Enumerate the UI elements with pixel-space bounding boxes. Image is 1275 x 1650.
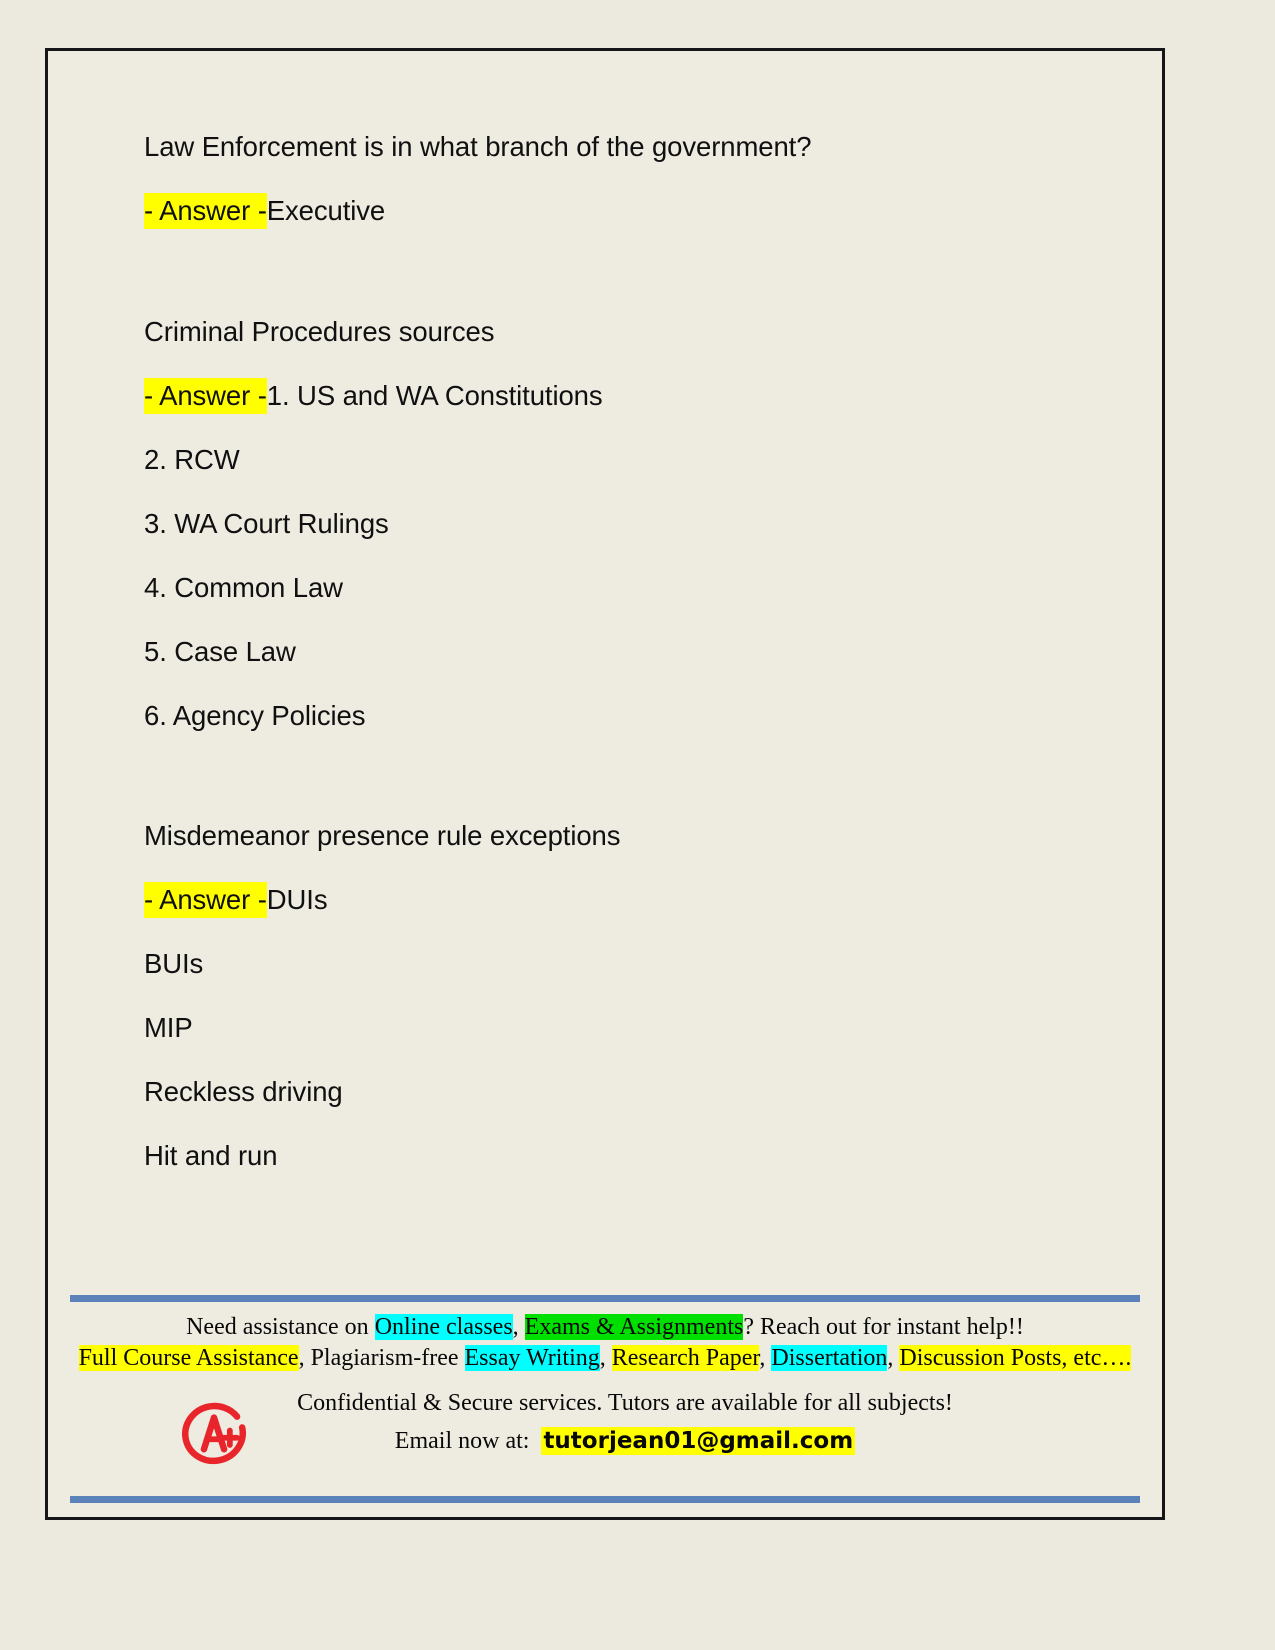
footer-contact-block xyxy=(70,1388,1140,1480)
exams-assignments-highlight: Exams & Assignments xyxy=(524,1314,744,1341)
promo-sep-3: , xyxy=(599,1344,612,1371)
list-item-6: 6. Agency Policies xyxy=(144,699,366,731)
list-item-buis: BUIs xyxy=(144,948,204,979)
answer-2 xyxy=(144,379,1084,411)
answer-marker: - Answer - xyxy=(144,193,267,229)
promo-sep-1: , xyxy=(512,1314,525,1341)
research-paper-highlight: Research Paper xyxy=(611,1344,760,1371)
question-2: Criminal Procedures sources xyxy=(144,315,495,347)
full-course-highlight: Full Course Assistance xyxy=(78,1344,299,1371)
email-line xyxy=(110,1425,1140,1457)
plagiarism-free-text: Plagiarism-free xyxy=(310,1344,465,1371)
promo-sep-5: , xyxy=(887,1344,900,1371)
divider-bottom xyxy=(70,1496,1140,1503)
promo-line-2 xyxy=(70,1344,1140,1372)
promo-sep-2: , xyxy=(298,1344,311,1371)
list-item-5: 5. Case Law xyxy=(144,635,296,667)
document-body xyxy=(144,133,1084,1206)
list-item-2: 2. RCW xyxy=(144,443,240,475)
promo-sep-4: , xyxy=(759,1344,772,1371)
question-1: Law Enforcement is in what branch of the government? xyxy=(144,131,812,162)
confidential-note: Confidential & Secure services. Tutors are available for all subjects! xyxy=(297,1390,953,1416)
document-page xyxy=(45,48,1165,1520)
footer-content xyxy=(70,1302,1140,1486)
dissertation-highlight: Dissertation xyxy=(771,1344,888,1371)
promo-line-1 xyxy=(70,1313,1140,1341)
divider-top xyxy=(70,1295,1140,1302)
question-3: Misdemeanor presence rule exceptions xyxy=(144,820,621,851)
email-label: Email now at: xyxy=(394,1428,530,1455)
list-item-mip: MIP xyxy=(144,1012,193,1043)
answer-marker: - Answer - xyxy=(144,378,267,414)
answer-3-text: DUIs xyxy=(266,884,328,915)
list-item-reckless-driving: Reckless driving xyxy=(144,1076,343,1107)
list-item-4: 4. Common Law xyxy=(144,571,343,603)
answer-1 xyxy=(144,197,1084,225)
discussion-posts-highlight: Discussion Posts, etc…. xyxy=(899,1344,1132,1371)
promo-text-2: ? Reach out for instant help!! xyxy=(743,1314,1024,1341)
essay-writing-highlight: Essay Writing xyxy=(464,1344,600,1371)
answer-marker: - Answer - xyxy=(144,882,267,918)
answer-2-text: 1. US and WA Constitutions xyxy=(266,379,603,411)
list-item-3: 3. WA Court Rulings xyxy=(144,507,389,539)
a-plus-logo-icon xyxy=(178,1396,250,1468)
online-classes-highlight: Online classes xyxy=(374,1314,513,1341)
answer-1-text: Executive xyxy=(266,195,386,226)
promo-text-1: Need assistance on xyxy=(186,1314,375,1341)
list-item-hit-and-run: Hit and run xyxy=(144,1140,278,1171)
promo-footer xyxy=(70,1295,1140,1503)
answer-3 xyxy=(144,886,1084,914)
email-address[interactable]: tutorjean01@gmail.com xyxy=(543,1428,854,1455)
